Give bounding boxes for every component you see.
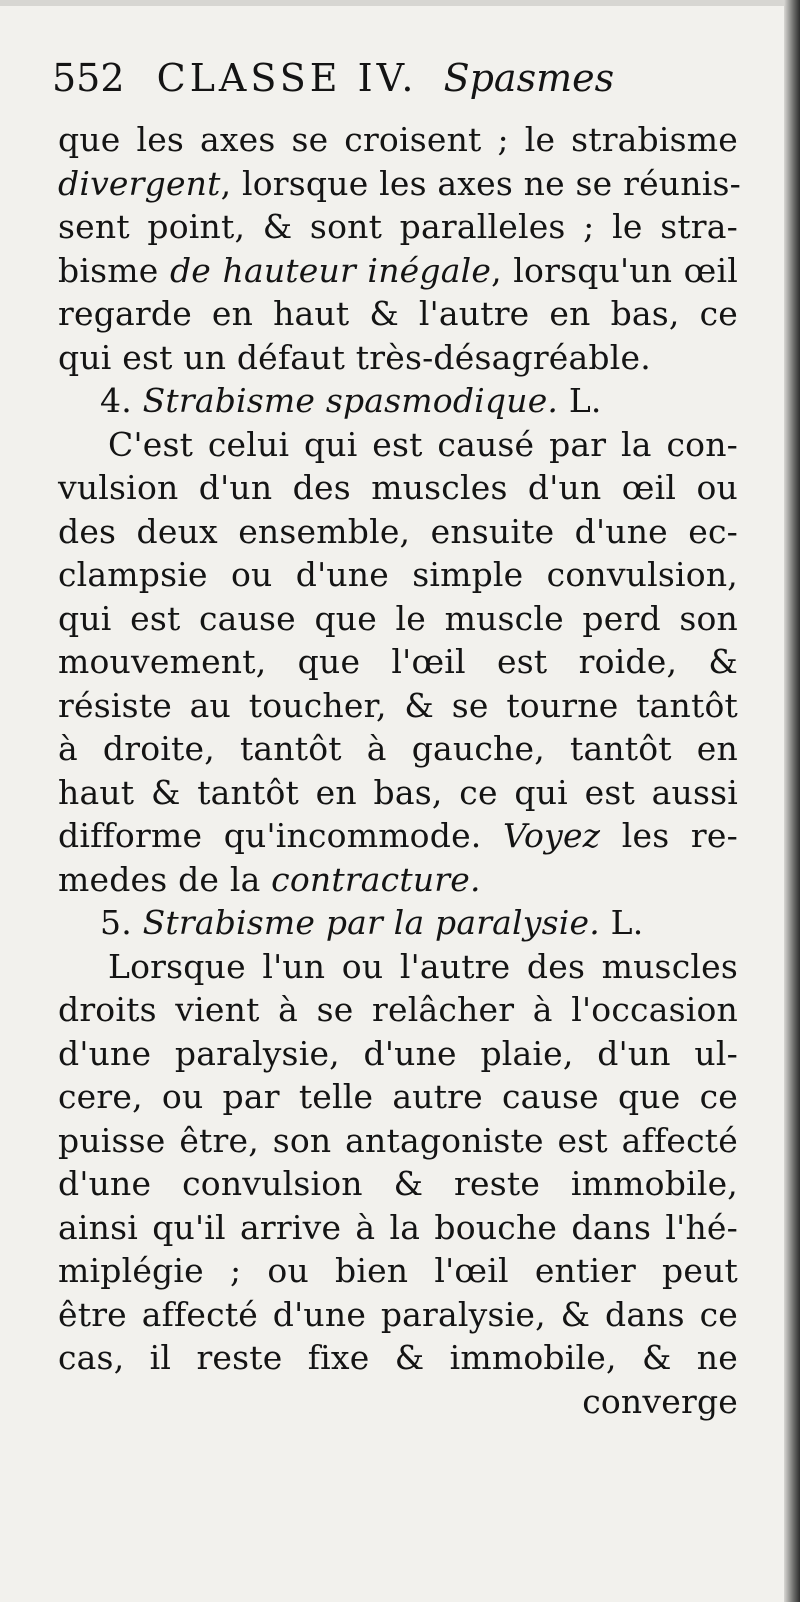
italic-text: de hauteur inégale [169,250,492,290]
text-segment: à droite, tantôt à gauche, tantôt en [58,729,738,768]
text-line [58,1162,738,1206]
text-segment: sent point, & sont paralleles ; le stra- [58,207,738,246]
text-segment: haut & tantôt en bas, ce qui est aussi [58,772,738,812]
text-line [58,684,738,728]
text-line [58,336,738,380]
text-segment: qui est cause que le muscle perd son [58,598,738,638]
italic-text: Strabisme par la paralysie. [142,903,600,942]
text-segment: L. [599,903,644,942]
text-line [58,553,738,597]
page-top-edge [0,0,800,6]
text-segment: ainsi qu'il arrive à la bouche dans l'hé- [58,1207,738,1247]
text-segment: résiste au toucher, & se tourne tantôt [58,685,738,725]
running-head: CLASSE IV. [156,56,418,100]
text-segment: cere, ou par telle autre cause que ce [58,1077,738,1116]
section-heading-line [100,379,740,423]
text-segment: cas, il reste fixe & immobile, & ne [58,1338,738,1377]
text-segment: que les axes se croisent ; le strabisme [58,120,738,159]
text-segment: , lorsqu'un œil [491,250,739,290]
text-segment: L. [558,381,602,420]
text-segment: regarde en haut & l'autre en bas, ce [58,294,738,333]
section-title: Spasmes [443,56,615,100]
text-segment: être affecté d'une paralysie, & dans ce [58,1294,738,1334]
text-segment: clampsie ou d'une simple convulsion, [58,555,738,594]
text-line [58,292,738,336]
text-segment: mouvement, que l'œil est roide, & [58,642,738,681]
text-line [58,510,738,554]
catchword: converge [582,1381,738,1421]
text-line [58,988,738,1032]
text-segment: , lorsque les axes ne se réunis- [220,163,741,203]
text-segment: puisse être, son antagoniste est affecté [58,1120,738,1160]
text-line [58,814,738,858]
italic-text: Strabisme spasmodique. [142,381,559,420]
text-line [58,1119,738,1163]
text-segment: 5. [100,903,143,942]
text-segment: vulsion d'un des muscles d'un œil ou [58,468,738,507]
italic-text: contracture. [271,859,481,899]
page-number: 552 [52,56,125,100]
text-segment: 4. [100,381,143,420]
binding-gutter [784,0,800,1602]
text-line [58,1032,738,1076]
text-line [58,727,738,771]
text-line [58,205,738,249]
page-header [52,48,752,108]
text-line [58,1249,738,1293]
text-line [58,1075,738,1119]
text-line [58,858,738,902]
text-segment: d'une paralysie, d'une plaie, d'un ul- [58,1033,738,1073]
text-line [58,771,738,815]
text-line [58,597,738,641]
text-line [58,1336,738,1380]
text-line [58,162,741,206]
italic-text: divergent [58,163,221,203]
text-line [58,1206,738,1250]
text-line [108,945,738,989]
text-segment: qui est un défaut très-désagréable. [58,337,651,377]
text-segment: miplégie ; ou bien l'œil entier peut [58,1251,738,1290]
text-segment: Lorsque l'un ou l'autre des muscles [108,946,738,986]
text-segment: difforme qu'incommode. [58,816,504,855]
text-segment: medes de la [58,859,272,899]
text-line [58,466,738,510]
text-line [108,423,738,467]
text-line [58,249,738,293]
italic-text: Voyez [503,816,601,855]
text-segment: des deux ensemble, ensuite d'une ec- [58,511,738,551]
text-segment: bisme [58,250,170,290]
text-line [58,1293,738,1337]
text-segment: C'est celui qui est causé par la con- [108,424,738,464]
section-heading-line [100,901,740,945]
text-line [58,640,738,684]
text-segment: droits vient à se relâcher à l'occasion [58,990,738,1029]
text-line [58,118,738,162]
text-segment: d'une convulsion & reste immobile, [58,1164,738,1203]
text-segment: les re- [600,816,738,855]
